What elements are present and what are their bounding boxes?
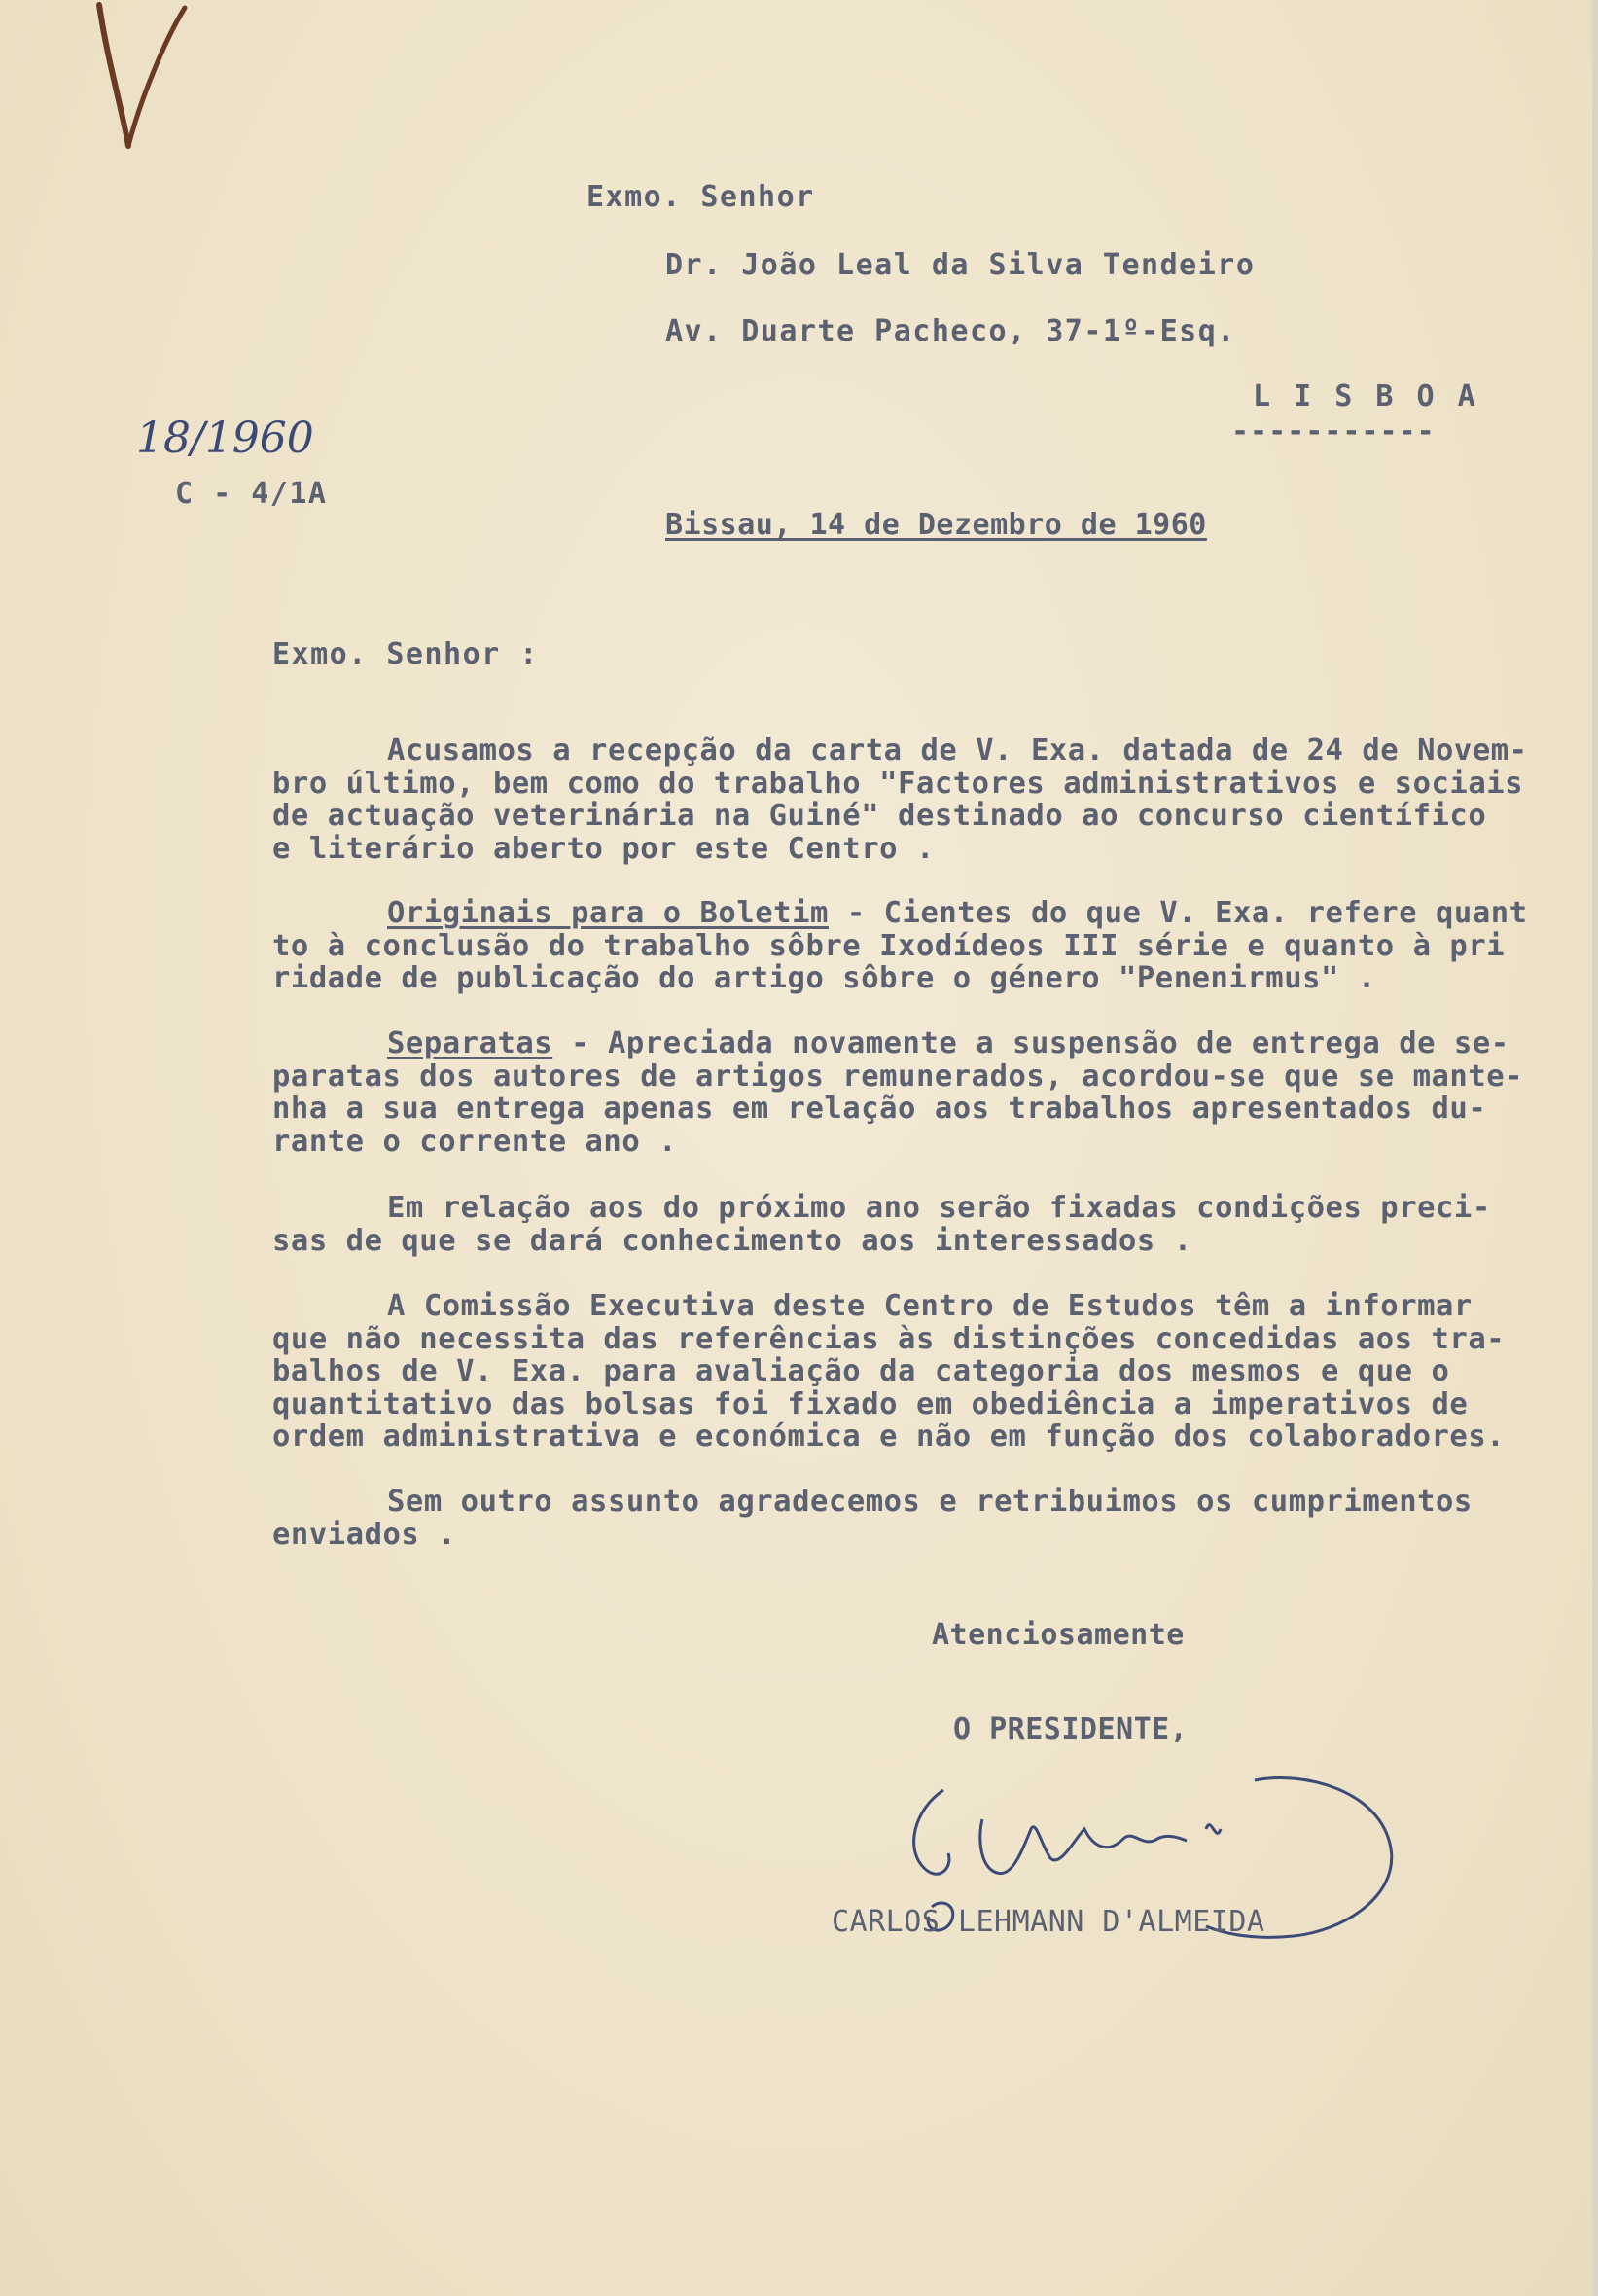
- para5-line: ordem administrativa e económica e não em função dos colaboradores.: [272, 1419, 1506, 1453]
- page-edge: [1592, 0, 1598, 2296]
- para1-line: de actuação veterinária na Guiné" destinado ao concurso científico: [272, 799, 1487, 833]
- paragraph-6: [272, 1486, 1576, 1551]
- closing: Atenciosamente: [932, 1618, 1185, 1652]
- signer-title: O PRESIDENTE,: [953, 1712, 1189, 1746]
- para5-line: balhos de V. Exa. para avaliação da categoria dos mesmos e que o: [272, 1354, 1450, 1388]
- para6-line: Sem outro assunto agradecemos e retribuimos os cumprimentos: [387, 1485, 1473, 1519]
- para4-line: Em relação aos do próximo ano serão fixadas condições preci-: [387, 1191, 1491, 1225]
- recipient-city: L I S B O A: [1253, 379, 1478, 413]
- para3-line: - Apreciada novamente a suspensão de entrega de se-: [552, 1026, 1509, 1060]
- para2-line: - Cientes do que V. Exa. refere quant: [828, 896, 1528, 930]
- para6-line: enviados .: [272, 1517, 457, 1552]
- signer-name: CARLOS LEHMANN D'ALMEIDA: [832, 1905, 1265, 1939]
- para4-line: sas de que se dará conhecimento aos interessados .: [272, 1223, 1192, 1258]
- reference-code: C - 4/1A: [175, 477, 328, 511]
- para3-line: paratas dos autores de artigos remunerados, acordou-se que se mante-: [272, 1058, 1524, 1094]
- recipient-address: Av. Duarte Pacheco, 37-1º-Esq.: [665, 314, 1236, 348]
- para3-line: rante o corrente ano .: [272, 1124, 678, 1159]
- para3-line: nha a sua entrega apenas em relação aos trabalhos apresentados du-: [272, 1092, 1487, 1126]
- para1-line: e literário aberto por este Centro .: [272, 831, 935, 866]
- salutation: Exmo. Senhor :: [272, 637, 539, 671]
- reference-number: 18/1960: [136, 413, 314, 463]
- paragraph-4: [272, 1192, 1576, 1257]
- para5-line: quantitativo das bolsas foi fixado em obediência a imperativos de: [272, 1386, 1469, 1421]
- recipient-name: Dr. João Leal da Silva Tendeiro: [665, 248, 1256, 282]
- para1-line: Acusamos a recepção da carta de V. Exa. datada de 24 de Novem-: [387, 734, 1528, 768]
- para1-line: bro último, bem como do trabalho "Factores administrativos e sociais: [272, 766, 1524, 801]
- para2-line: ridade de publicação do artigo sôbre o género "Penenirmus" .: [272, 961, 1376, 995]
- paragraph-3: [272, 1027, 1576, 1158]
- city-underline: -----------: [1231, 414, 1436, 448]
- greeting-top: Exmo. Senhor: [586, 180, 815, 214]
- para2-heading: Originais para o Boletim: [387, 896, 829, 930]
- paragraph-5: [272, 1290, 1576, 1453]
- date-line: Bissau, 14 de Dezembro de 1960: [665, 508, 1207, 542]
- paragraph-2: [272, 897, 1576, 995]
- para5-line: A Comissão Executiva deste Centro de Estudos têm a informar: [387, 1289, 1473, 1323]
- para5-line: que não necessita das referências às distinções concedidas aos tra-: [272, 1321, 1506, 1356]
- para3-heading: Separatas: [387, 1026, 553, 1060]
- check-mark: [88, 0, 195, 165]
- paragraph-1: [272, 735, 1576, 865]
- para2-line: to à conclusão do trabalho sôbre Ixodídeos III série e quanto à pri: [272, 928, 1506, 963]
